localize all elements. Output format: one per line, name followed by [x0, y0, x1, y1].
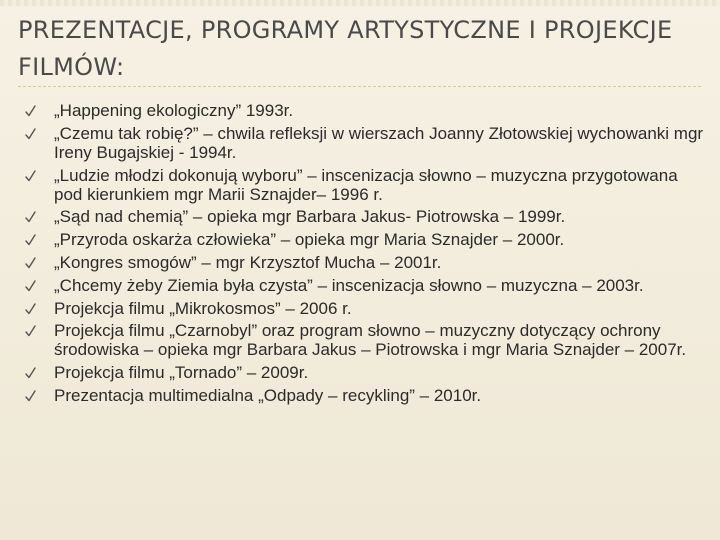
checkmark-icon [25, 325, 36, 337]
checkmark-icon [25, 105, 36, 117]
slide-title: PREZENTACJE, PROGRAMY ARTYSTYCZNE I PROJEKCJE FILMÓW: [18, 16, 673, 81]
list-item [20, 230, 710, 249]
title-divider [18, 86, 702, 87]
list-item [20, 101, 710, 120]
list-item [20, 299, 710, 318]
list-item-text: „Happening ekologiczny” 1993r. [54, 101, 294, 120]
list-item-text: Prezentacja multimedialna „Odpady – recykling” – 2010r. [54, 385, 482, 405]
list-item-text: „Chcemy żeby Ziemia była czysta” – inscenizacja słowno – muzyczna – 2003r. [54, 275, 644, 295]
checkmark-icon [25, 303, 36, 315]
list-item-text: „Sąd nad chemią” – opieka mgr Barbara Jakus- Piotrowska – 1999r. [54, 207, 566, 227]
list-item [20, 386, 710, 405]
list-item-text: „Przyroda oskarża człowieka” – opieka mgr Maria Sznajder – 2000r. [54, 230, 565, 250]
list-item [20, 321, 710, 359]
checkmark-icon [25, 280, 36, 292]
checkmark-icon [25, 234, 36, 246]
checkmark-icon [25, 390, 36, 402]
list-item [20, 166, 710, 204]
list-item [20, 363, 710, 382]
checkmark-icon [25, 257, 36, 269]
checkmark-icon [25, 367, 36, 379]
checkmark-icon [25, 211, 36, 223]
list-item [20, 253, 710, 272]
checkmark-icon [25, 128, 36, 140]
list-item [20, 276, 710, 295]
events-list [20, 101, 710, 409]
list-item [20, 207, 710, 226]
list-item-text: Projekcja filmu „Tornado” – 2009r. [54, 363, 309, 383]
slide-top-edge [0, 0, 720, 6]
list-item-text: „Czemu tak robię?” – chwila refleksji w wierszach Joanny Złotowskiej wychowanki mgr Ireny Bugajskiej - 1994r. [54, 123, 704, 162]
list-item-text: „Kongres smogów” – mgr Krzysztof Mucha – 2001r. [54, 252, 442, 272]
list-item-text: Projekcja filmu „Mikrokosmos” – 2006 r. [54, 298, 352, 318]
checkmark-icon [25, 170, 36, 182]
list-item-text: Projekcja filmu „Czarnobyl” oraz program słowno – muzyczny dotyczący ochrony środowiska – opieka mgr Barbara Jakus – Piotrowska i mgr Maria Sznajder – 2007r. [54, 321, 687, 360]
list-item-text: „Ludzie młodzi dokonują wyboru” – inscenizacja słowno – muzyczna przygotowana pod kierunkiem mgr Marii Sznajder– 1996 r. [54, 165, 678, 204]
list-item [20, 124, 710, 162]
